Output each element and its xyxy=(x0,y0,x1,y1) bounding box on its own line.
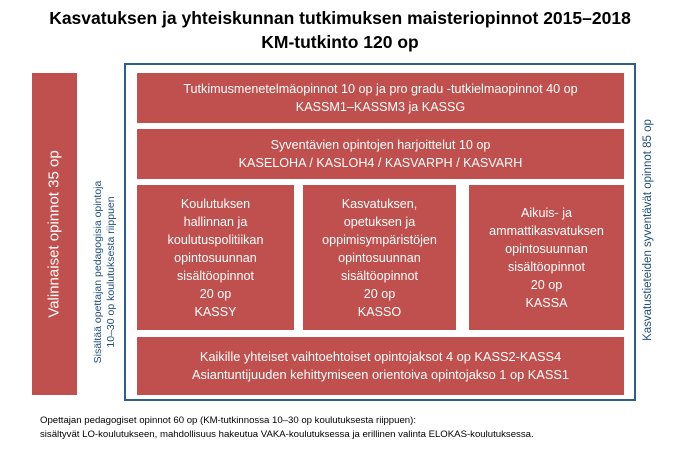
methods-thesis-box xyxy=(137,73,624,123)
track-kassa-line: sisältöopinnot xyxy=(507,259,585,274)
track-kassa-code: KASSA xyxy=(525,295,568,310)
track-kassy-line: Koulutuksen xyxy=(180,196,251,211)
track-kasso-code: KASSO xyxy=(357,304,402,319)
track-kasso-line: oppimisympäristöjen xyxy=(322,232,437,247)
track-kassy-line: koulutuspolitiikan xyxy=(167,232,264,247)
track-kassy-code: KASSY xyxy=(194,304,237,319)
track-kassa-credits: 20 op xyxy=(530,277,563,292)
track-kasso-line: opetuksen ja xyxy=(343,214,416,229)
track-box-kasso xyxy=(303,185,456,330)
track-kassa-line: ammattikasvatuksen xyxy=(489,223,604,238)
methods-thesis-line-2: KASSM1–KASSM3 ja KASSG xyxy=(295,100,466,114)
track-kasso-line: Kasvatuksen, xyxy=(341,196,418,211)
practice-line-1: Syventävien opintojen harjoittelut 10 op xyxy=(270,138,491,152)
pedagogical-note-line-1: Sisältää opettajan pedagogisia opintoja xyxy=(92,180,104,364)
track-kassy-line: hallinnan ja xyxy=(183,214,248,229)
common-courses-line-2: Asiantuntijuuden kehittymiseen orientoiva opintojakso 1 op KASS1 xyxy=(191,367,570,382)
track-kassa-line: Aikuis- ja xyxy=(520,205,573,220)
page-subtitle: KM-tutkinto 120 op xyxy=(261,32,419,52)
common-courses-line-1: Kaikille yhteiset vaihtoehtoiset opintojaksot 4 op KASS2-KASS4 xyxy=(199,349,562,364)
methods-thesis-line-1: Tutkimusmenetelmäopinnot 10 op ja pro gradu -tutkielmaopinnot 40 op xyxy=(183,82,578,96)
elective-studies-label: Valinnaiset opinnot 35 op xyxy=(45,150,63,318)
practice-box xyxy=(137,129,624,179)
track-kassa-line: opintosuunnan xyxy=(505,241,588,256)
common-courses-box xyxy=(137,337,624,395)
footer-line-2: sisältyvät LO-koulutukseen, mahdollisuus hakeutua VAKA-koulutuksessa ja erillinen valinta ELOKAS-koulutuksessa. xyxy=(40,429,534,440)
track-kasso-line: sisältöopinnot xyxy=(340,268,418,283)
practice-line-2: KASELOHA / KASLOH4 / KASVARPH / KASVARH xyxy=(238,156,523,170)
advanced-studies-label: Kasvatustieteiden syventävät opinnot 85 op xyxy=(642,119,654,341)
track-kasso-credits: 20 op xyxy=(363,286,396,301)
track-kassy-line: opintosuunnan xyxy=(174,250,257,265)
page-title: Kasvatuksen ja yhteiskunnan tutkimuksen maisteriopinnot 2015–2018 xyxy=(49,8,631,28)
pedagogical-note-line-2: 10–30 op koulutuksesta riippuen xyxy=(105,196,117,348)
track-kassy-credits: 20 op xyxy=(199,286,232,301)
track-box-kassy xyxy=(137,185,294,330)
track-kassy-line: sisältöopinnot xyxy=(176,268,254,283)
footer-note xyxy=(40,414,534,442)
footer-line-1: Opettajan pedagogiset opinnot 60 op (KM-tutkinnossa 10–30 op koulutuksesta riippuen): xyxy=(40,415,417,426)
pedagogical-studies-note xyxy=(92,181,118,364)
track-box-kassa xyxy=(469,185,624,330)
track-kasso-line: opintosuunnan xyxy=(338,250,421,265)
